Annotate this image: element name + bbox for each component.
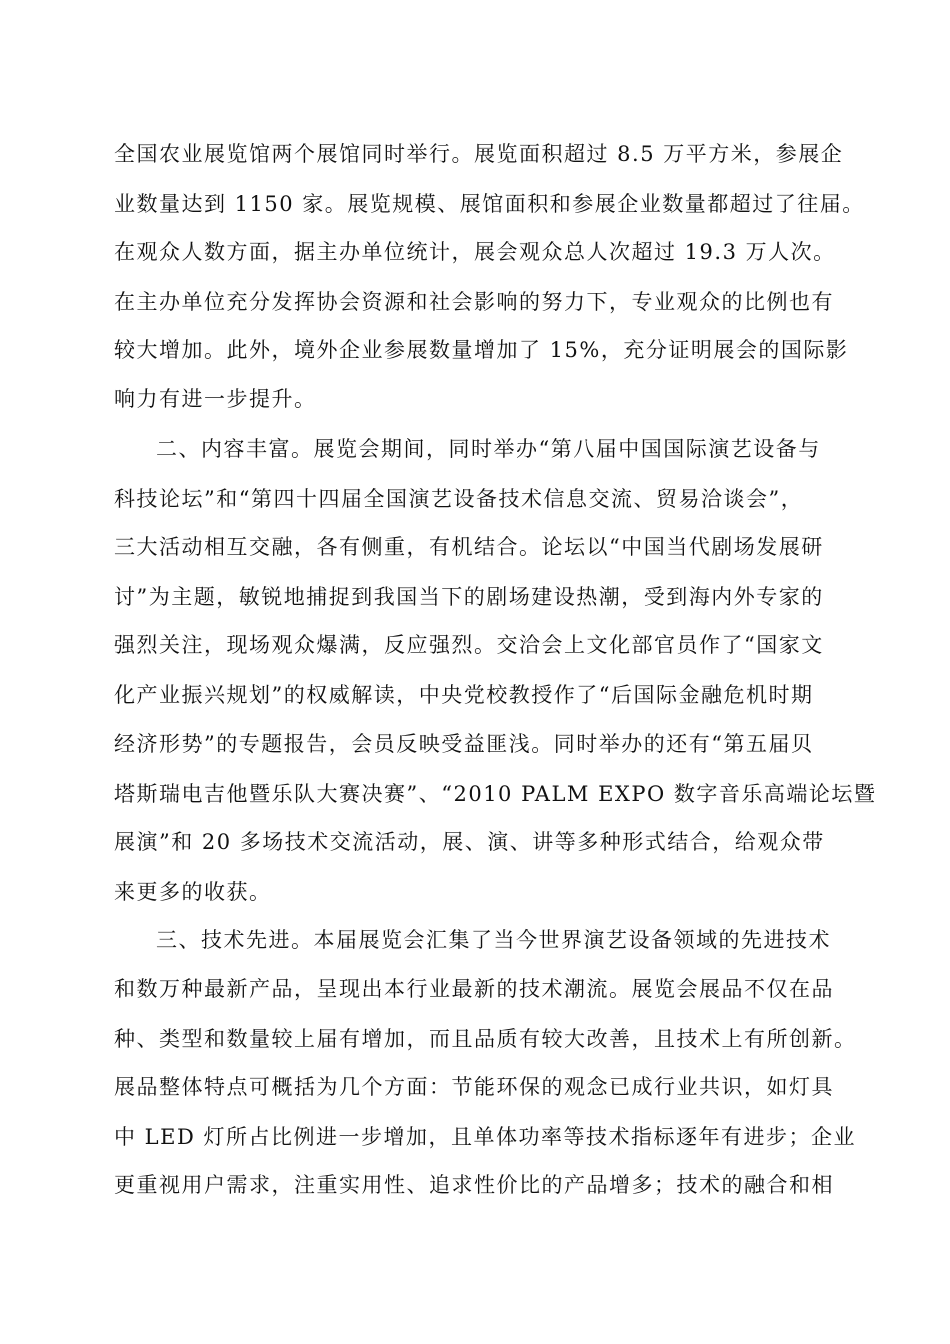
text-line: 较大增加。此外，境外企业参展数量增加了 15%，充分证明展会的国际影 [114, 338, 849, 362]
text-line: 展品整体特点可概括为几个方面：节能环保的观念已成行业共识，如灯具 [114, 1075, 834, 1099]
text-line: 种、类型和数量较上届有增加，而且品质有较大改善，且技术上有所创新。 [114, 1027, 857, 1051]
text-line: 讨”为主题，敏锐地捕捉到我国当下的剧场建设热潮，受到海内外专家的 [114, 585, 824, 609]
text-line: 和数万种最新产品，呈现出本行业最新的技术潮流。展览会展品不仅在品 [114, 977, 834, 1001]
text-line: 更重视用户需求，注重实用性、追求性价比的产品增多；技术的融合和相 [114, 1173, 834, 1197]
text-line: 化产业振兴规划”的权威解读，中央党校教授作了“后国际金融危机时期 [114, 683, 814, 707]
text-line: 科技论坛”和“第四十四届全国演艺设备技术信息交流、贸易洽谈会”， [114, 487, 804, 511]
text-line: 强烈关注，现场观众爆满，反应强烈。交洽会上文化部官员作了“国家文 [114, 633, 824, 657]
paragraph-heading-line: 二、内容丰富。展览会期间，同时举办“第八届中国国际演艺设备与 [156, 437, 821, 461]
text-line: 全国农业展览馆两个展馆同时举行。展览面积超过 8.5 万平方米，参展企 [114, 142, 844, 166]
text-line: 在主办单位充分发挥协会资源和社会影响的努力下，专业观众的比例也有 [114, 290, 834, 314]
text-line: 经济形势”的专题报告，会员反映受益匪浅。同时举办的还有“第五届贝 [114, 732, 814, 756]
text-line: 来更多的收获。 [114, 880, 272, 904]
text-line: 在观众人数方面，据主办单位统计，展会观众总人次超过 19.3 万人次。 [114, 240, 836, 264]
text-line: 响力有进一步提升。 [114, 387, 317, 411]
text-line: 三大活动相互交融，各有侧重，有机结合。论坛以“中国当代剧场发展研 [114, 535, 824, 559]
text-line: 中 LED 灯所占比例进一步增加，且单体功率等技术指标逐年有进步；企业 [114, 1125, 856, 1149]
text-line: 展演”和 20 多场技术交流活动，展、演、讲等多种形式结合，给观众带 [114, 830, 825, 854]
text-line: 塔斯瑞电吉他暨乐队大赛决赛”、“2010 PALM EXPO 数字音乐高端论坛暨 [114, 782, 877, 806]
text-line: 业数量达到 1150 家。展览规模、展馆面积和参展企业数量都超过了往届。 [114, 192, 865, 216]
paragraph-heading-line: 三、技术先进。本届展览会汇集了当今世界演艺设备领域的先进技术 [156, 928, 831, 952]
